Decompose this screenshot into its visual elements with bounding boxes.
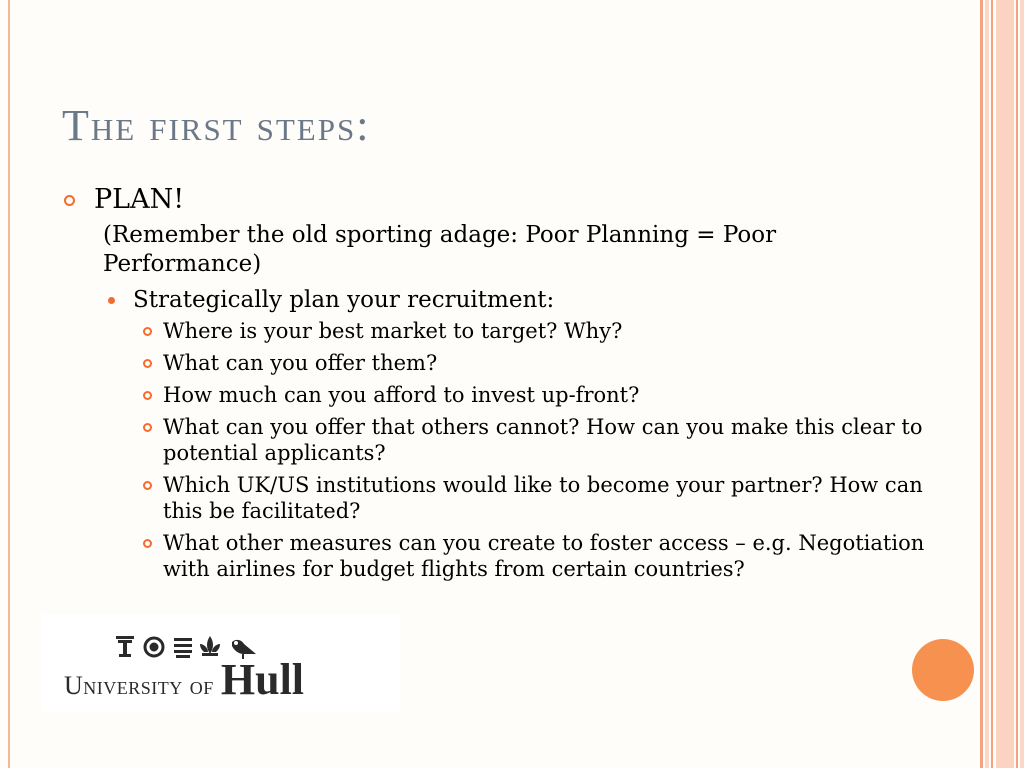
ring-bullet-icon [140,472,163,498]
main-bullet-text: PLAN! [94,184,185,215]
question-item [140,318,970,344]
question-text: What can you offer that others cannot? How can you make this clear to potential applicants? [163,415,923,465]
question-text: What other measures can you create to foster access – e.g. Negotiation with airlines for budget flights from certain countries? [163,531,925,581]
question-list [60,318,970,582]
question-text: Which UK/US institutions would like to become your partner? How can this be facilitated? [163,473,923,523]
ring-bullet-icon [140,382,163,408]
logo-university-text: University of [64,671,214,700]
question-item [140,350,970,376]
slide-body [60,182,970,582]
university-logo [42,614,400,712]
fleur-de-lis-icon [200,636,220,656]
question-item [140,382,970,408]
ring-bullet-icon [60,182,94,218]
sub-bullet-text: Strategically plan your recruitment: [133,287,555,313]
right-stripe [991,0,993,768]
ring-bullet-icon [140,414,163,440]
right-stripe [980,0,983,768]
note-paragraph: (Remember the old sporting adage: Poor Planning = Poor Performance) [103,222,777,277]
question-item [140,472,970,524]
right-stripe [985,0,989,768]
ring-bullet-icon [140,318,163,344]
right-stripe [1020,0,1024,768]
sub-bullet [104,286,970,315]
main-bullet [60,182,970,218]
ring-bullet-icon [140,530,163,556]
question-text: What can you offer them? [163,351,438,375]
question-text: How much can you afford to invest up-front? [163,383,640,407]
right-stripe [1016,0,1018,768]
slide-title: The first steps: [62,101,371,150]
logo-wordmark [64,654,304,705]
dot-bullet-icon [104,286,133,315]
right-stripe [996,0,1014,768]
ring-bullet-icon [140,350,163,376]
logo-hull-text: Hull [220,655,305,704]
question-text: Where is your best market to target? Why? [163,319,623,343]
question-item [140,530,970,582]
question-item [140,414,970,466]
left-border-line [8,0,10,768]
decorative-orange-circle [912,639,974,701]
